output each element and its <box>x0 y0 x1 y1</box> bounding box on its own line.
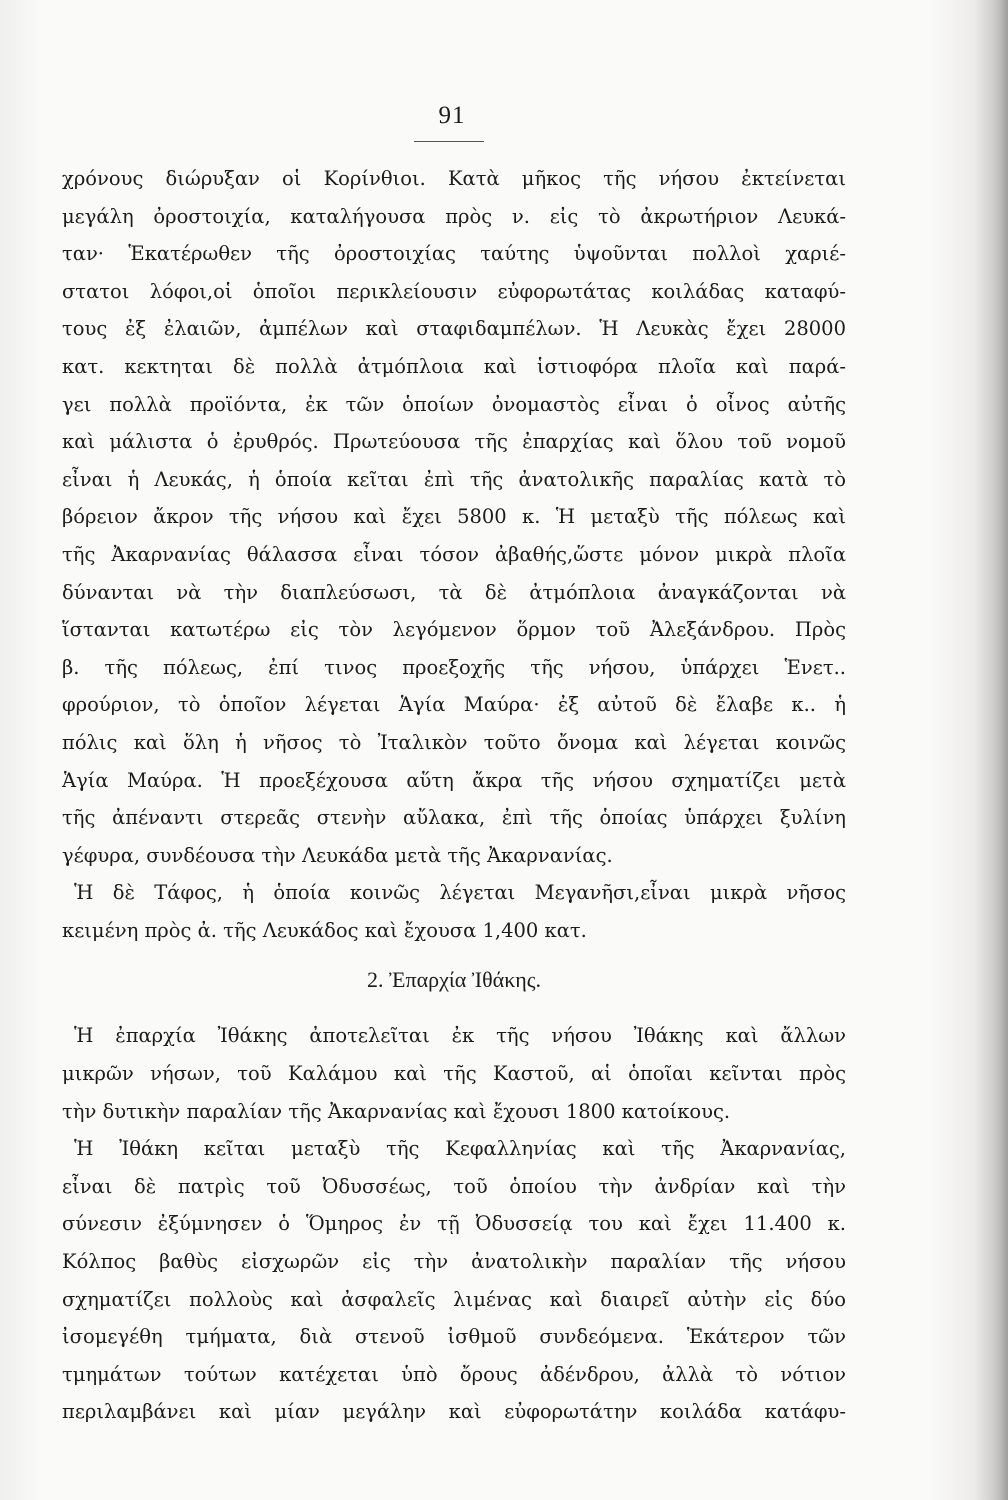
text-line: τῆς Ἀκαρνανίας θάλασσα εἶναι τόσον ἀβαθής,ὥστε μόνον μικρὰ πλοῖα <box>62 542 846 566</box>
text-line: μικρῶν νήσων, τοῦ Καλάμου καὶ τῆς Καστοῦ, αἱ ὁποῖαι κεῖνται πρὸς <box>62 1062 846 1086</box>
text-line: εἶναι ἡ Λευκάς, ἡ ὁποία κεῖται ἐπὶ τῆς ἀνατολικῆς παραλίας κατὰ τὸ <box>62 467 846 491</box>
text-line: β. τῆς πόλεως, ἐπί τινος προεξοχῆς τῆς νήσου, ὑπάρχει Ἑνετ.. <box>62 655 846 679</box>
text-line: ταν· Ἑκατέρωθεν τῆς ὀροστοιχίας ταύτης ὑψοῦνται πολλοὶ χαριέ- <box>62 242 846 266</box>
page-number: 91 <box>438 102 466 129</box>
text-line: Ἡ ἐπαρχία Ἰθάκης ἀποτελεῖται ἐκ τῆς νήσου Ἰθάκης καὶ ἄλλων <box>74 1024 846 1048</box>
page-edge-shadow <box>974 0 1008 1500</box>
page-number-rule <box>414 141 484 142</box>
text-line: μεγάλη ὀροστοιχία, καταλήγουσα πρὸς ν. εἰς τὸ ἀκρωτήριον Λευκά- <box>62 204 846 228</box>
text-line: Ἡ δὲ Τάφος, ἡ ὁποία κοινῶς λέγεται Μεγανῆσι,εἶναι μικρὰ νῆσος <box>74 881 846 905</box>
text-line: τους ἐξ ἐλαιῶν, ἀμπέλων καὶ σταφιδαμπέλων. Ἡ Λευκὰς ἔχει 28000 <box>62 317 846 341</box>
text-line: δύνανται νὰ τὴν διαπλεύσωσι, τὰ δὲ ἀτμόπλοια ἀναγκάζονται νὰ <box>62 580 846 604</box>
text-line: Κόλπος βαθὺς εἰσχωρῶν εἰς τὴν ἀνατολικὴν παραλίαν τῆς νήσου <box>62 1250 846 1274</box>
text-line: χρόνους διώρυξαν οἱ Κορίνθιοι. Κατὰ μῆκος τῆς νήσου ἐκτείνεται <box>62 167 846 190</box>
body-text <box>62 160 846 1431</box>
text-line: ἵστανται κατωτέρω εἰς τὸν λεγόμενον ὅρμον τοῦ Ἀλεξάνδρου. Πρὸς <box>62 618 846 642</box>
text-line: Ἁγία Μαύρα. Ἡ προεξέχουσα αὕτη ἄκρα τῆς νήσου σχηματίζει μετὰ <box>62 768 846 792</box>
text-line: τῆς ἀπέναντι στερεᾶς στενὴν αὔλακα, ἐπὶ τῆς ὁποίας ὑπάρχει ξυλίνη <box>62 806 846 830</box>
text-line: εἶναι δὲ πατρὶς τοῦ Ὀδυσσέως, τοῦ ὁποίου τὴν ἀνδρίαν καὶ τὴν <box>62 1174 846 1198</box>
text-line: πόλις καὶ ὅλη ἡ νῆσος τὸ Ἰταλικὸν τοῦτο ὄνομα καὶ λέγεται κοινῶς <box>62 730 846 754</box>
text-line: σύνεσιν ἐξύμνησεν ὁ Ὅμηρος ἐν τῇ Ὀδυσσείᾳ του καὶ ἔχει 11.400 κ. <box>62 1212 846 1236</box>
text-line: ἰσομεγέθη τμήματα, διὰ στενοῦ ἰσθμοῦ συνδεόμενα. Ἑκάτερον τῶν <box>62 1325 846 1349</box>
text-line: τμημάτων τούτων κατέχεται ὑπὸ ὄρους ἀδένδρου, ἀλλὰ τὸ νότιον <box>62 1362 846 1386</box>
text-line: βόρειον ἄκρον τῆς νήσου καὶ ἔχει 5800 κ. Ἡ μεταξὺ τῆς πόλεως καὶ <box>62 505 846 529</box>
text-line: περιλαμβάνει καὶ μίαν μεγάλην καὶ εὐφορωτάτην κοιλάδα κατάφυ- <box>62 1400 846 1424</box>
text-line: κειμένη πρὸς ἀ. τῆς Λευκάδος καὶ ἔχουσα 1,400 κατ. <box>62 918 587 942</box>
text-line: στατοι λόφοι,οἱ ὁποῖοι περικλείουσιν εὐφορωτάτας κοιλάδας καταφύ- <box>62 279 846 303</box>
text-line: γέφυρα, συνδέουσα τὴν Λευκάδα μετὰ τῆς Ἀκαρνανίας. <box>62 843 613 867</box>
section-heading: 2. Ἐπαρχία Ἰθάκης. <box>367 967 541 993</box>
text-line: κατ. κεκτηται δὲ πολλὰ ἀτμόπλοια καὶ ἱστιοφόρα πλοῖα καὶ παρά- <box>62 354 846 378</box>
text-line: Ἡ Ἰθάκη κεῖται μεταξὺ τῆς Κεφαλληνίας καὶ τῆς Ἀκαρνανίας, <box>74 1137 846 1161</box>
text-line: γει πολλὰ προϊόντα, ἐκ τῶν ὁποίων ὀνομαστὸς εἶναι ὁ οἶνος αὐτῆς <box>62 392 846 416</box>
text-line: τὴν δυτικὴν παραλίαν τῆς Ἀκαρνανίας καὶ ἔχουσι 1800 κατοίκους. <box>62 1099 731 1123</box>
text-line: σχηματίζει πολλοὺς καὶ ἀσφαλεῖς λιμένας καὶ διαιρεῖ αὐτὴν εἰς δύο <box>62 1287 846 1311</box>
text-line: φρούριον, τὸ ὁποῖον λέγεται Ἁγία Μαύρα· ἐξ αὐτοῦ δὲ ἔλαβε κ.. ἡ <box>62 693 846 717</box>
text-line: καὶ μάλιστα ὁ ἐρυθρός. Πρωτεύουσα τῆς ἐπαρχίας καὶ ὅλου τοῦ νομοῦ <box>62 430 846 454</box>
